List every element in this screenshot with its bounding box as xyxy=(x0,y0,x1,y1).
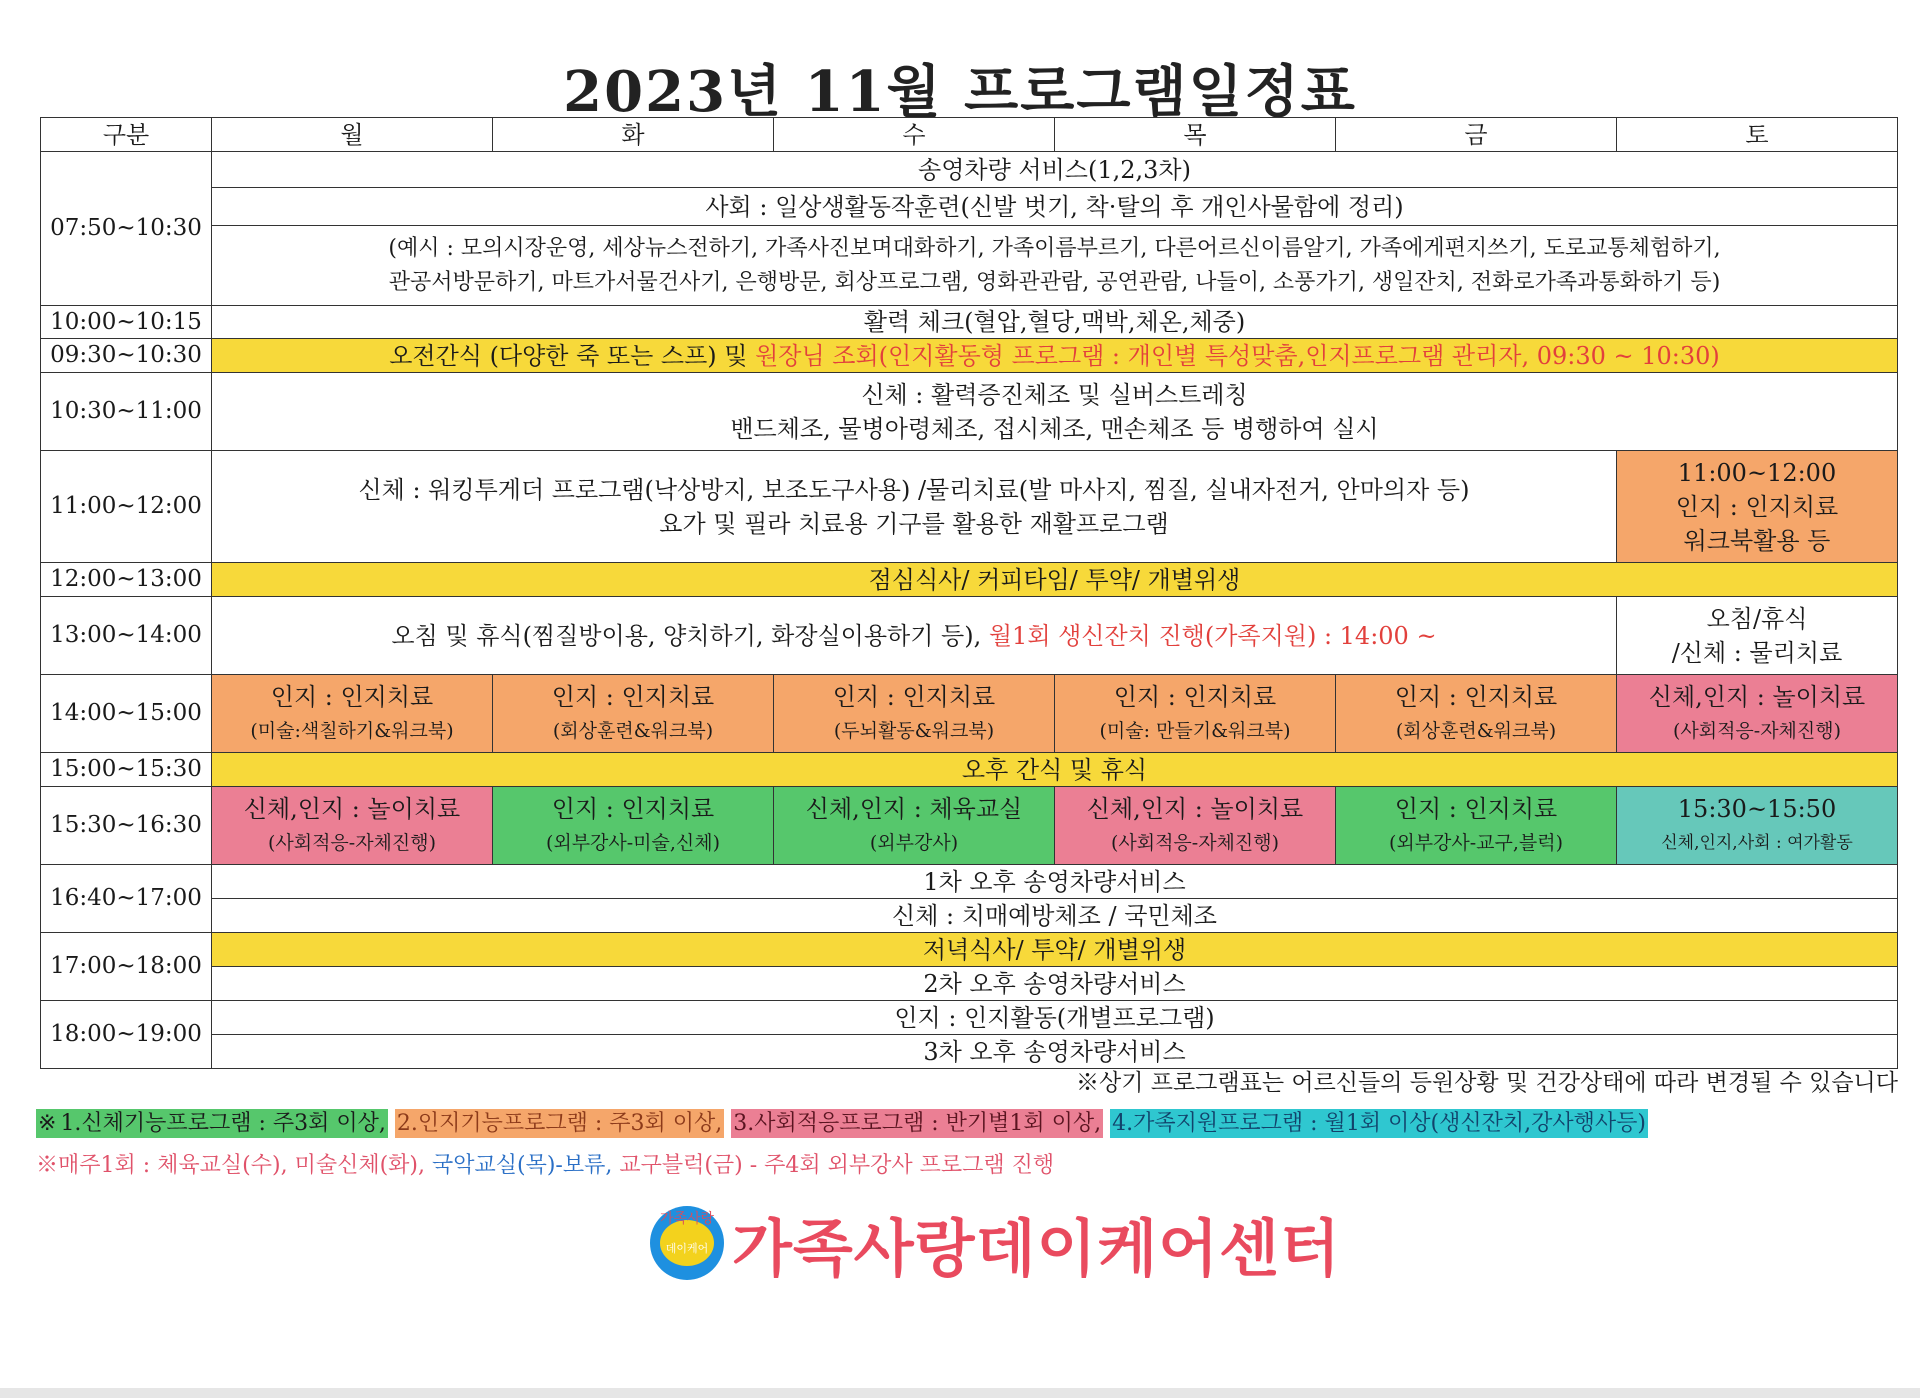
schedule-note: ※상기 프로그램표는 어르신들의 등원상황 및 건강상태에 따라 변경될 수 있습니다 xyxy=(1076,1070,1898,1096)
afternoon-snack: 오후 간식 및 휴식 xyxy=(212,753,1898,787)
header-day-tue: 화 xyxy=(493,118,774,152)
lunch: 점심식사/ 커피타임/ 투약/ 개별위생 xyxy=(212,563,1898,597)
saturday-rest xyxy=(1617,597,1898,675)
program-title: 인지 : 인지치료 xyxy=(270,682,434,711)
saturday-line: /신체 : 물리치료 xyxy=(1671,638,1843,667)
walking-program xyxy=(212,451,1617,563)
program-detail: (회상훈련&워크북) xyxy=(1395,719,1557,742)
program-title: 신체,인지 : 체육교실 xyxy=(805,794,1023,823)
program-title: 인지 : 인지치료 xyxy=(1113,682,1277,711)
dementia-exercise: 신체 : 치매예방체조 / 국민체조 xyxy=(212,899,1898,933)
program-detail: (회상훈련&워크북) xyxy=(552,719,714,742)
program-cell-sat xyxy=(1617,787,1898,865)
time-slot: 18:00~19:00 xyxy=(41,1001,212,1069)
social-program: 사회 : 일상생활동작훈련(신발 벗기, 착·탈의 후 개인사물함에 정리) xyxy=(212,188,1898,226)
vitals-check: 활력 체크(혈압,혈당,맥박,체온,체중) xyxy=(212,306,1898,339)
page-title: 2023년 11월 프로그램일정표 xyxy=(563,59,1357,125)
program-title: 인지 : 인지치료 xyxy=(1394,794,1558,823)
program-cell-mon xyxy=(212,787,493,865)
table-row xyxy=(41,967,1898,1001)
program-title: 인지 : 인지치료 xyxy=(551,794,715,823)
cognitive-activity: 인지 : 인지활동(개별프로그램) xyxy=(212,1001,1898,1035)
program-title: 신체,인지 : 놀이치료 xyxy=(1086,794,1304,823)
weekly-note-a: ※매주1회 : 체육교실(수), 미술신체(화), xyxy=(36,1153,432,1178)
program-title: 15:30~15:50 xyxy=(1677,794,1837,823)
program-cell-thu xyxy=(1055,675,1336,753)
table-row xyxy=(41,563,1898,597)
table-row xyxy=(41,787,1898,865)
bus-service: 송영차량 서비스(1,2,3차) xyxy=(212,152,1898,188)
bus-service-3: 3차 오후 송영차량서비스 xyxy=(212,1035,1898,1069)
table-row xyxy=(41,675,1898,753)
header-day-mon: 월 xyxy=(212,118,493,152)
time-slot: 10:00~10:15 xyxy=(41,306,212,339)
saturday-line: 워크북활용 등 xyxy=(1683,526,1831,555)
time-slot: 15:30~16:30 xyxy=(41,787,212,865)
weekly-note-b: 국악교실(목)-보류, xyxy=(431,1153,613,1178)
saturday-line: 오침/휴식 xyxy=(1706,604,1808,633)
program-cell-fri xyxy=(1336,675,1617,753)
schedule-table xyxy=(40,117,1898,1069)
walking-line: 신체 : 워킹투게더 프로그램(낙상방지, 보조도구사용) /물리치료(발 마사지, 찜질, 실내자전거, 안마의자 등) xyxy=(358,475,1470,504)
social-examples xyxy=(212,226,1898,306)
bus-service-1: 1차 오후 송영차량서비스 xyxy=(212,865,1898,899)
program-detail: (미술:색칠하기&워크북) xyxy=(250,719,454,742)
saturday-cognitive xyxy=(1617,451,1898,563)
logo-bottom-text: 데이케어 xyxy=(665,1242,709,1255)
time-slot: 15:00~15:30 xyxy=(41,753,212,787)
center-logo-icon xyxy=(650,1206,724,1280)
program-detail: (미술: 만들기&워크북) xyxy=(1099,719,1291,742)
header-day-thu: 목 xyxy=(1055,118,1336,152)
time-slot: 14:00~15:00 xyxy=(41,675,212,753)
table-row xyxy=(41,451,1898,563)
program-detail: (사회적응-자체진행) xyxy=(267,831,437,854)
table-row xyxy=(41,753,1898,787)
rest-time xyxy=(212,597,1617,675)
scan-edge xyxy=(0,1388,1920,1398)
dinner: 저녁식사/ 투약/ 개별위생 xyxy=(212,933,1898,967)
table-row xyxy=(41,597,1898,675)
program-detail: 신체,인지,사회 : 여가활동 xyxy=(1661,832,1853,853)
table-row xyxy=(41,226,1898,306)
legend-cognitive: 2.인지기능프로그램 : 주3회 이상, xyxy=(396,1111,723,1136)
time-slot: 10:30~11:00 xyxy=(41,373,212,451)
exercise-line: 밴드체조, 물병아령체조, 접시체조, 맨손체조 등 병행하여 실시 xyxy=(730,414,1379,443)
header-row xyxy=(41,118,1898,152)
time-slot: 07:50~10:30 xyxy=(41,152,212,306)
time-slot: 17:00~18:00 xyxy=(41,933,212,1001)
program-title: 신체,인지 : 놀이치료 xyxy=(1648,682,1866,711)
header-day-fri: 금 xyxy=(1336,118,1617,152)
program-cell-thu xyxy=(1055,787,1336,865)
center-footer xyxy=(650,1198,1341,1288)
center-name: 가족사랑데이케어센터 xyxy=(732,1211,1341,1285)
program-cell-fri xyxy=(1336,787,1617,865)
program-detail: (외부강사-교구,블럭) xyxy=(1388,831,1564,854)
header-day-wed: 수 xyxy=(774,118,1055,152)
table-row xyxy=(41,899,1898,933)
time-slot: 16:40~17:00 xyxy=(41,865,212,933)
morning-snack-text: 오전간식 (다양한 죽 또는 스프) 및 xyxy=(389,341,756,370)
table-row xyxy=(41,865,1898,899)
program-legend xyxy=(36,1106,1648,1137)
table-row xyxy=(41,339,1898,373)
table-row xyxy=(41,373,1898,451)
exercise-line: 신체 : 활력증진체조 및 실버스트레칭 xyxy=(861,380,1248,409)
director-meeting-text: 원장님 조회(인지활동형 프로그램 : 개인별 특성맞춤,인지프로그램 관리자, 09:30 ~ 10:30) xyxy=(755,341,1720,370)
saturday-time: 11:00~12:00 xyxy=(1677,458,1837,487)
program-detail: (사회적응-자체진행) xyxy=(1672,719,1842,742)
morning-snack xyxy=(212,339,1898,373)
program-cell-wed xyxy=(774,787,1055,865)
weekly-note xyxy=(36,1148,1054,1179)
table-row xyxy=(41,306,1898,339)
legend-physical: 1.신체기능프로그램 : 주3회 이상, xyxy=(60,1111,386,1136)
table-row xyxy=(41,1001,1898,1035)
saturday-line: 인지 : 인지치료 xyxy=(1675,492,1839,521)
program-cell-sat xyxy=(1617,675,1898,753)
time-slot: 12:00~13:00 xyxy=(41,563,212,597)
legend-social: 3.사회적응프로그램 : 반기별1회 이상, xyxy=(733,1111,1102,1136)
birthday-party-text: 월1회 생신잔치 진행(가족지원) : 14:00 ~ xyxy=(988,621,1437,650)
program-detail: (외부강사-미술,신체) xyxy=(545,831,721,854)
exercise-program xyxy=(212,373,1898,451)
program-title: 인지 : 인지치료 xyxy=(551,682,715,711)
program-title: 인지 : 인지치료 xyxy=(832,682,996,711)
rest-text: 오침 및 휴식(찜질방이용, 양치하기, 화장실이용하기 등), xyxy=(391,621,989,650)
time-slot: 13:00~14:00 xyxy=(41,597,212,675)
header-category: 구분 xyxy=(41,118,212,152)
legend-family: 4.가족지원프로그램 : 월1회 이상(생신잔치,강사행사등) xyxy=(1112,1111,1646,1136)
program-title: 인지 : 인지치료 xyxy=(1394,682,1558,711)
weekly-note-c: 교구블럭(금) - 주4회 외부강사 프로그램 진행 xyxy=(612,1153,1055,1178)
table-row xyxy=(41,933,1898,967)
table-row xyxy=(41,188,1898,226)
example-line: 관공서방문하기, 마트가서물건사기, 은행방문, 회상프로그램, 영화관관람, 공연관람, 나들이, 소풍가기, 생일잔치, 전화로가족과통화하기 등) xyxy=(388,269,1721,295)
walking-line: 요가 및 필라 치료용 기구를 활용한 재활프로그램 xyxy=(659,509,1169,538)
program-cell-mon xyxy=(212,675,493,753)
program-detail: (두뇌활동&워크북) xyxy=(833,719,995,742)
example-line: (예시 : 모의시장운영, 세상뉴스전하기, 가족사진보며대화하기, 가족이름부르기, 다른어르신이름알기, 가족에게편지쓰기, 도로교통체험하기, xyxy=(388,235,1721,261)
program-title: 신체,인지 : 놀이치료 xyxy=(243,794,461,823)
table-row xyxy=(41,152,1898,188)
program-cell-tue xyxy=(493,787,774,865)
logo-top-text: 가족사랑 xyxy=(659,1211,715,1227)
bus-service-2: 2차 오후 송영차량서비스 xyxy=(212,967,1898,1001)
program-cell-tue xyxy=(493,675,774,753)
program-detail: (사회적응-자체진행) xyxy=(1110,831,1280,854)
time-slot: 09:30~10:30 xyxy=(41,339,212,373)
header-day-sat: 토 xyxy=(1617,118,1898,152)
program-cell-wed xyxy=(774,675,1055,753)
legend-mark: ※ xyxy=(38,1111,57,1136)
time-slot: 11:00~12:00 xyxy=(41,451,212,563)
program-detail: (외부강사) xyxy=(869,831,959,854)
